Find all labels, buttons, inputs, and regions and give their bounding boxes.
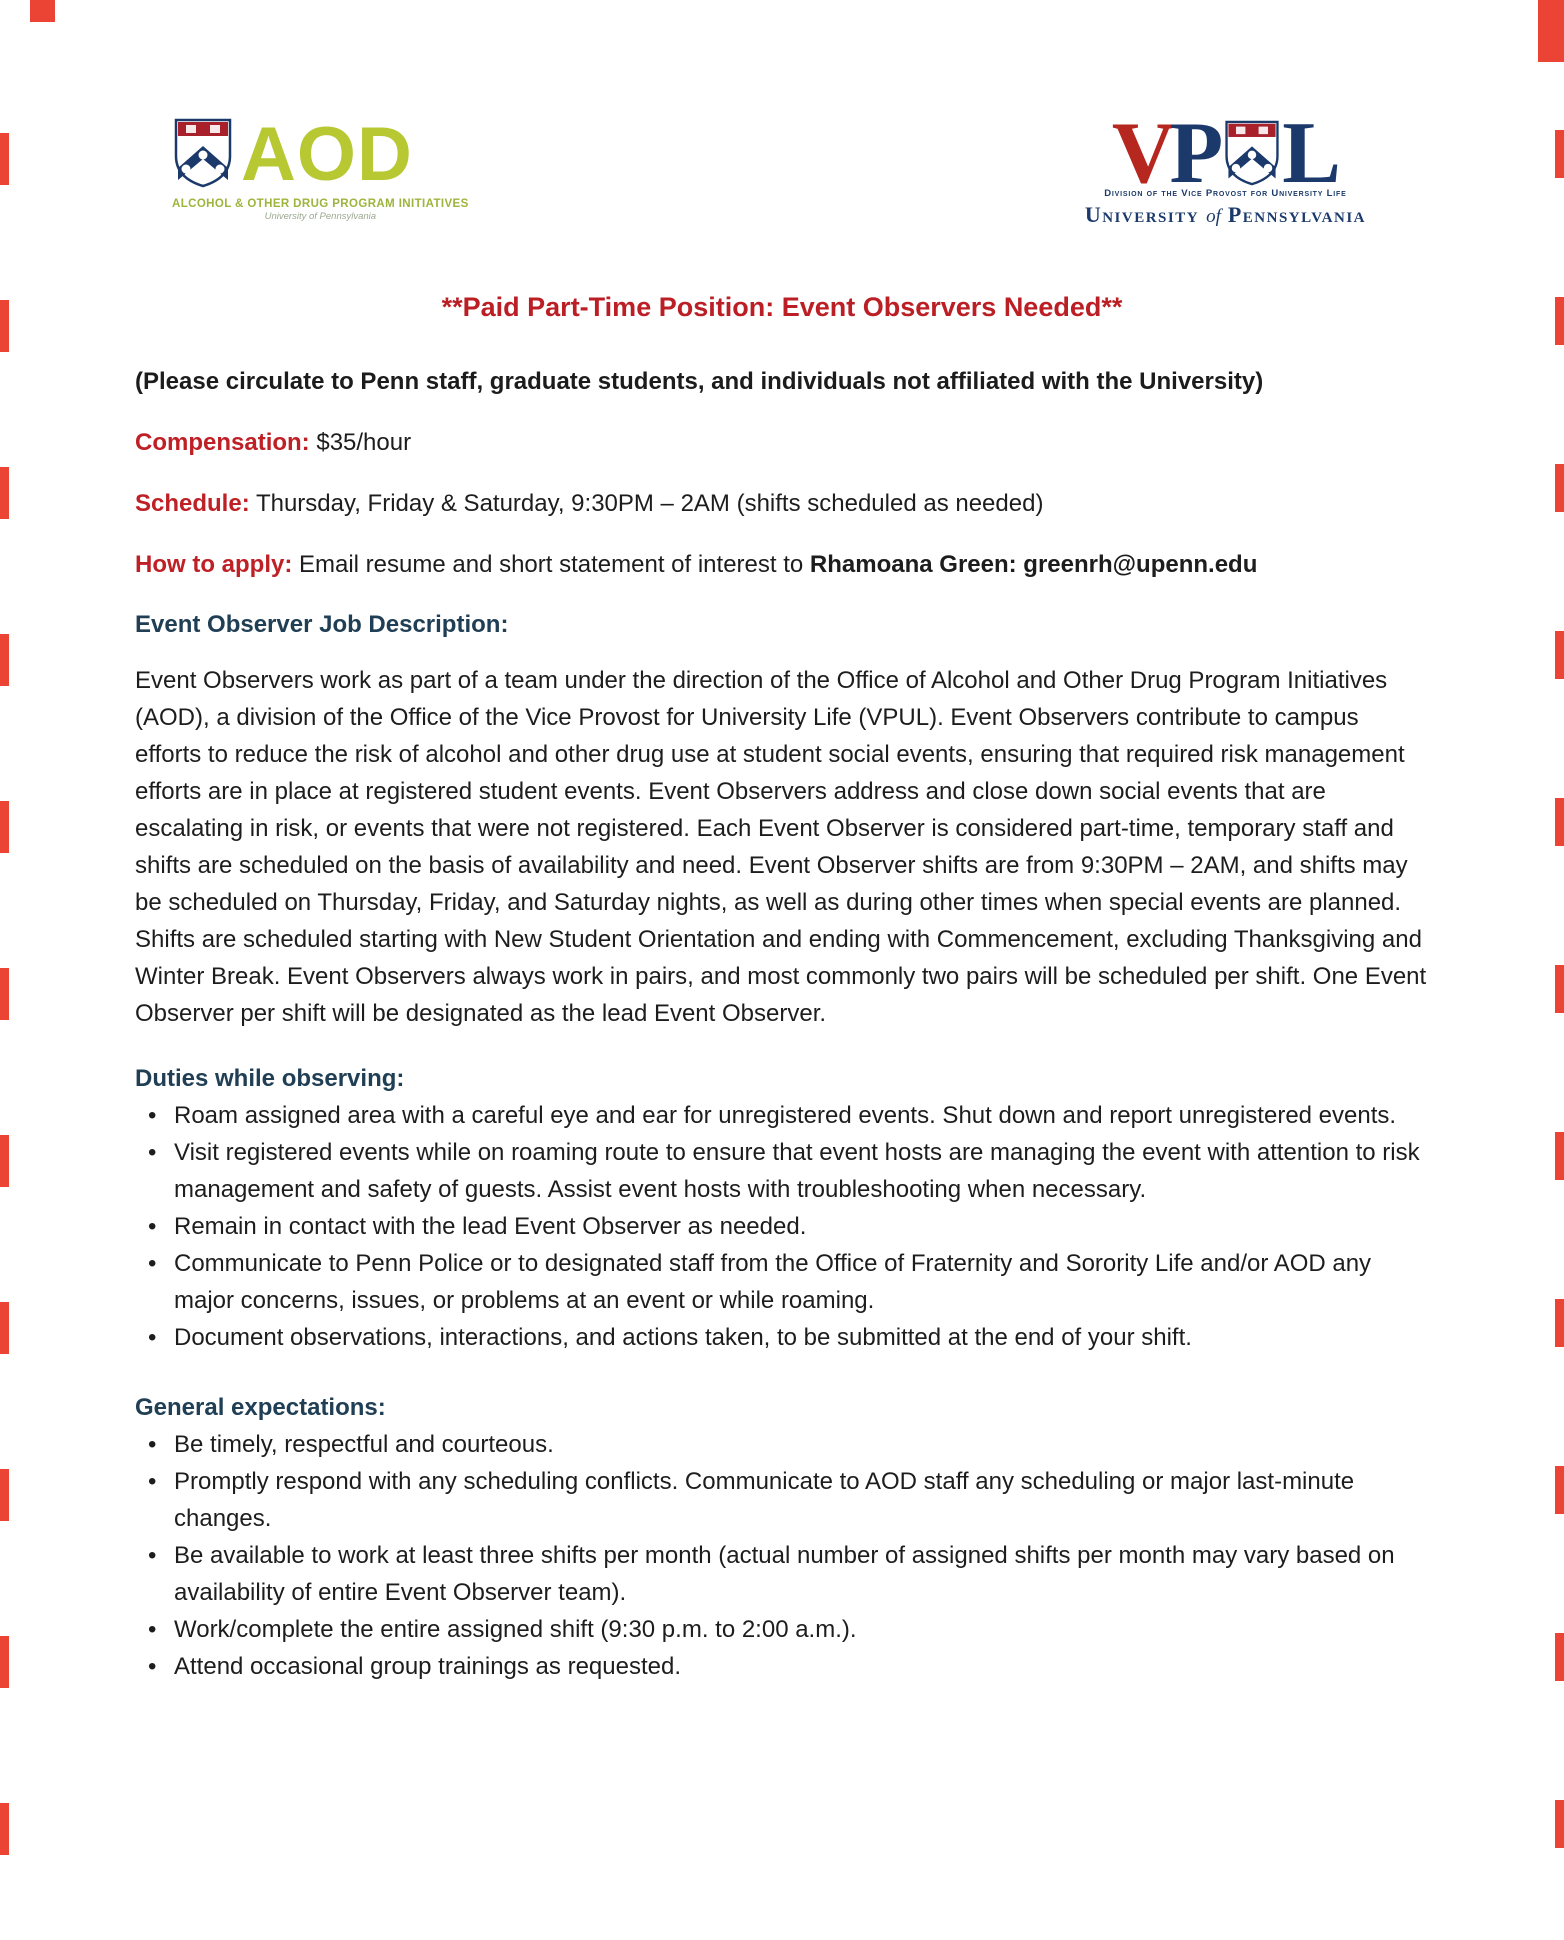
red-edge-mark [1538,0,1564,62]
header-logos [0,0,1564,228]
list-item: • Visit registered events while on roaming route to ensure that event hosts are managing the event with attention to risk management and safety of guests. Assist event hosts with troubleshooting when necessary. [135,1134,1430,1208]
vpul-logo [1084,105,1366,228]
red-edge-mark [1555,130,1564,178]
red-edge-mark [0,467,9,519]
aod-logo [172,112,469,222]
red-edge-mark [1555,1132,1564,1180]
red-edge-mark [0,1803,9,1855]
how-to-apply-line [135,546,1430,583]
list-item: • Attend occasional group trainings as requested. [135,1648,1430,1685]
red-edge-mark [1555,297,1564,345]
list-item: • Roam assigned area with a careful eye and ear for unregistered events. Shut down and report unregistered events. [135,1097,1430,1134]
duties-list [135,1097,1430,1356]
red-edge-mark [0,133,9,185]
red-edge-mark [0,1469,9,1521]
red-edge-mark [1555,1466,1564,1514]
schedule-line [135,485,1430,522]
red-edge-mark [1555,1299,1564,1347]
aod-subcaption: University of Pennsylvania [264,211,377,222]
red-edge-mark [0,1135,9,1187]
circulate-note: (Please circulate to Penn staff, graduate students, and individuals not affiliated with the University) [135,368,1264,396]
red-edge-mark [0,1636,9,1688]
how-to-apply-label: How to apply: [135,551,293,579]
expectations-heading: General expectations: [135,1394,386,1422]
list-item: • Work/complete the entire assigned shift (9:30 p.m. to 2:00 a.m.). [135,1611,1430,1648]
document-body [0,363,1564,1685]
red-edge-mark [0,634,9,686]
vpul-letter-p: P [1169,105,1222,202]
penn-shield-icon [172,118,234,193]
penn-shield-icon [1223,120,1281,194]
list-item: • Communicate to Penn Police or to designated staff from the Office of Fraternity and Sorority Life and/or AOD any major concerns, issues, or problems at an event or while roaming. [135,1245,1430,1319]
contact-email: Rhamoana Green: greenrh@upenn.edu [809,551,1258,579]
schedule-label: Schedule: [135,490,250,518]
compensation-label: Compensation: [135,429,310,457]
red-edge-mark [1555,1633,1564,1681]
red-edge-mark [0,968,9,1020]
vpul-letter-v: V [1111,105,1174,202]
compensation-value: $35/hour [309,429,412,457]
list-item: • Promptly respond with any scheduling conflicts. Communicate to AOD staff any scheduling or major last-minute changes. [135,1463,1430,1537]
expectations-list [135,1426,1430,1685]
vpul-letter-l: L [1282,105,1339,202]
red-edge-mark [1555,965,1564,1013]
red-edge-mark [1555,631,1564,679]
red-edge-mark [1555,464,1564,512]
red-edge-mark [0,1302,9,1354]
page-title: **Paid Part-Time Position: Event Observers Needed** [441,292,1123,323]
list-item: • Be timely, respectful and courteous. [135,1426,1430,1463]
job-description-paragraph: Event Observers work as part of a team under the direction of the Office of Alcohol and Other Drug Program Initiatives (AOD), a division of the Office of the Vice Provost for University Life (VPUL). Event Observers contribute to campus efforts to reduce the risk of alcohol and other drug use at student social events, ensuring that required risk management efforts are in place at registered student events. Event Observers address and close down social events that are escalating in risk, or events that were not registered. Each Event Observer is considered part-time, temporary staff and shifts are scheduled on the basis of availability and need. Event Observer shifts are from 9:30PM – 2AM, and shifts may be scheduled on Thursday, Friday, and Saturday nights, as well as during other times when special events are planned. Shifts are scheduled starting with New Student Orientation and ending with Commencement, excluding Thanksgiving and Winter Break. Event Observers always work in pairs, and most commonly two pairs will be scheduled per shift. One Event Observer per shift will be designated as the lead Event Observer. [135,667,1427,1028]
duties-heading: Duties while observing: [135,1065,405,1093]
compensation-line [135,424,1430,461]
list-item: • Be available to work at least three shifts per month (actual number of assigned shifts per month may vary based on availability of entire Event Observer team). [135,1537,1430,1611]
aod-caption: ALCOHOL & OTHER DRUG PROGRAM INITIATIVES [172,198,469,210]
red-edge-mark [0,801,9,853]
how-to-apply-text: Email resume and short statement of interest to [292,551,810,579]
red-edge-mark [0,300,9,352]
list-item: • Remain in contact with the lead Event Observer as needed. [135,1208,1430,1245]
red-edge-mark [30,0,55,22]
job-description-heading: Event Observer Job Description: [135,611,509,639]
vpul-university-line: University of Pennsylvania [1084,202,1366,228]
schedule-value: Thursday, Friday & Saturday, 9:30PM – 2AM (shifts scheduled as needed) [249,490,1044,518]
list-item: • Document observations, interactions, and actions taken, to be submitted at the end of your shift. [135,1319,1430,1356]
vpul-division-line: Division of the Vice Provost for University Life [1104,188,1347,200]
aod-acronym: AOD [241,112,413,198]
red-edge-mark [1555,798,1564,846]
red-edge-mark [1555,1800,1564,1848]
